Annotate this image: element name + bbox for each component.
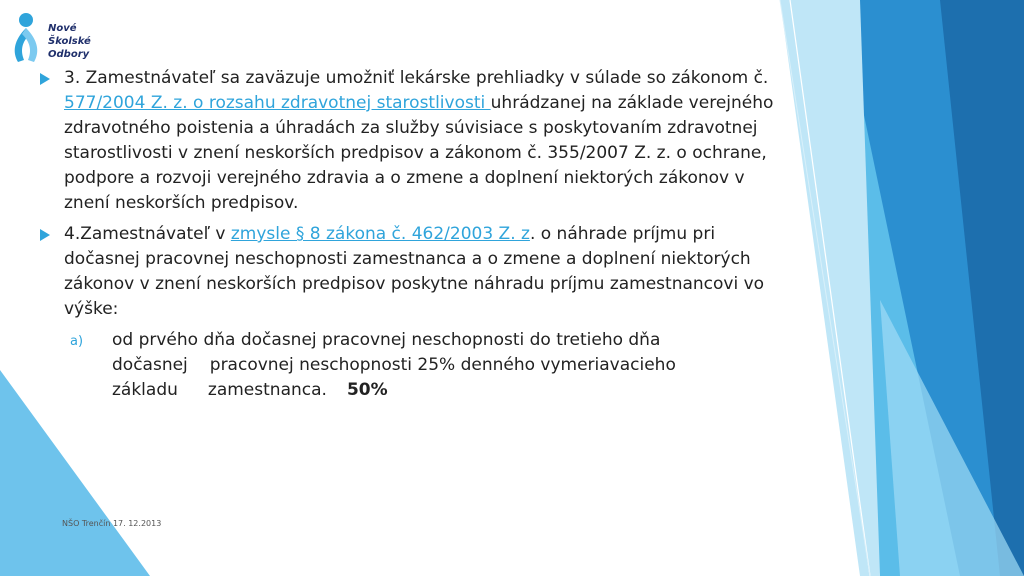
law-link-577-2004[interactable]: 577/2004 Z. z. o rozsahu zdravotnej starostlivosti — [64, 93, 491, 113]
bullet-arrow-icon — [40, 73, 50, 85]
sub-item-line-3b: zamestnanca. — [207, 380, 327, 400]
sub-item-line-3a: základu — [112, 380, 178, 400]
sub-item-line-1: od prvého dňa dočasnej pracovnej neschopnosti do tretieho dňa — [112, 330, 661, 350]
sub-item-marker: a) — [70, 334, 84, 349]
slide-content — [40, 66, 780, 403]
ribbon-icon — [8, 10, 44, 66]
bullet-item-4 — [40, 222, 780, 322]
sub-item-line-2 — [112, 353, 780, 378]
bullet-arrow-icon — [40, 229, 50, 241]
footer-text: NŠO Trenčín 17. 12.2013 — [62, 519, 162, 528]
logo-line-1: Nové — [48, 23, 77, 34]
sub-item-line-2b: pracovnej neschopnosti 25% denného vymeriavacieho — [209, 355, 676, 375]
bullet-4-text-post: . o náhrade príjmu pri dočasnej pracovnej neschopnosti zamestnanca a o zmene a doplnení niektorých zákonov v znení neskorších predpisov poskytne náhradu príjmu zamestnancovi vo výške: — [64, 224, 765, 319]
logo-line-3: Odbory — [48, 49, 90, 60]
bullet-4-text-pre: 4.Zamestnávateľ v — [64, 224, 231, 244]
logo-text — [48, 22, 91, 61]
logo-line-2: Školské — [48, 36, 91, 47]
logo — [8, 10, 118, 66]
sub-item-a — [40, 328, 780, 403]
bullet-3-text-pre: 3. Zamestnávateľ sa zaväzuje umožniť lekárske prehliadky v súlade so zákonom č. — [64, 68, 769, 88]
bullet-item-3 — [40, 66, 780, 216]
bullet-3-text-post: uhrádzanej na základe verejného zdravotného poistenia a úhradách za služby súvisiace s poskytovaním zdravotnej starostlivosti v znení neskorších predpisov a zákonom č. 355/2007 Z. z. o ochrane, podpore a rozvoji verejného zdravia a o zmene a doplnení niektorých zákonov v znení neskorších predpisov. — [64, 93, 774, 213]
law-link-462-2003[interactable]: zmysle § 8 zákona č. 462/2003 Z. z — [230, 224, 530, 244]
sub-item-line-2a: dočasnej — [112, 355, 188, 375]
sub-item-line-3 — [112, 378, 780, 403]
compensation-value: 50% — [346, 380, 388, 400]
